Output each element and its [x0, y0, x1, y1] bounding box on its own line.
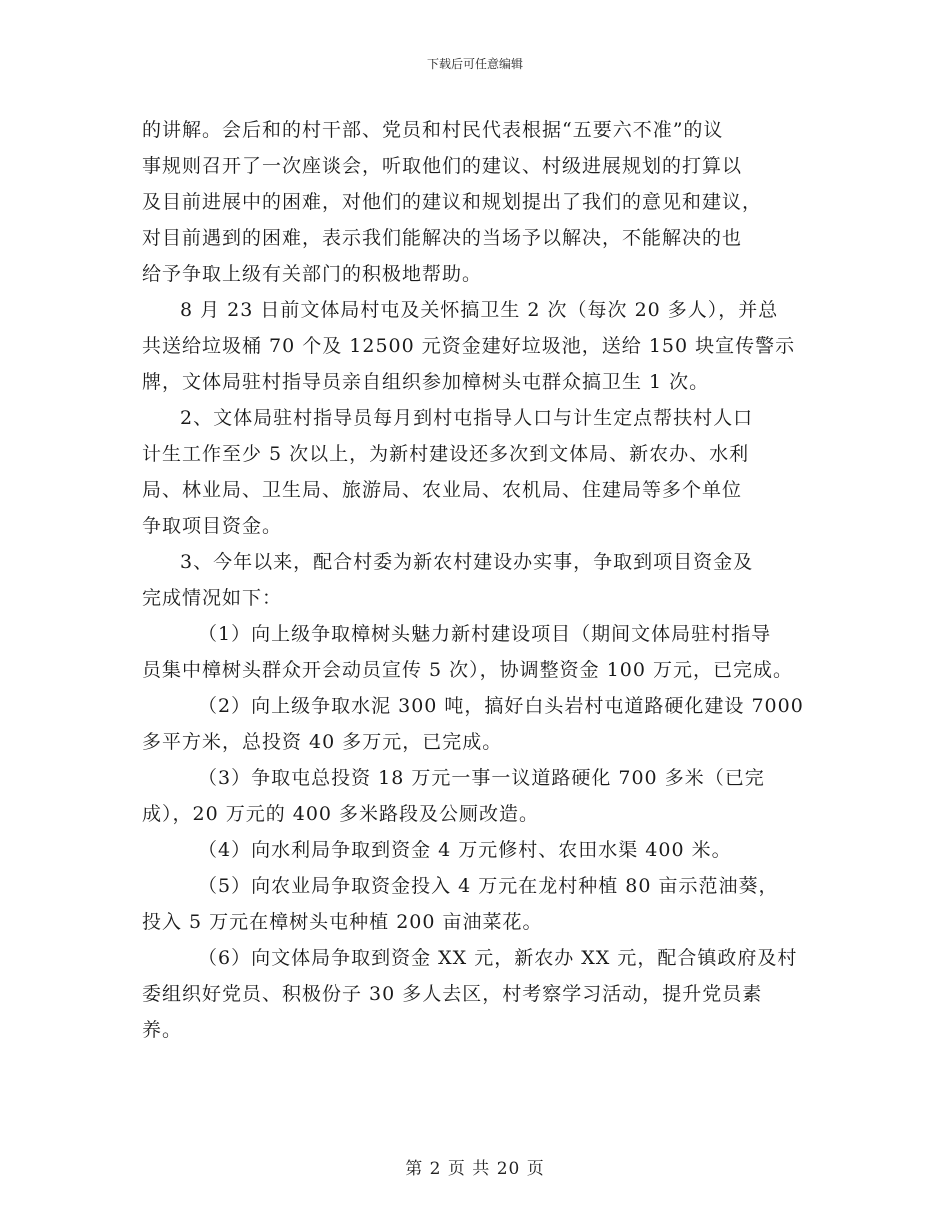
- page-header: 下载后可任意编辑: [426, 57, 523, 71]
- document-body: [142, 112, 822, 1048]
- text-line: 2、文体局驻村指导员每月到村屯指导人口与计生定点帮扶村人口: [180, 407, 754, 429]
- text-line: 3、今年以来，配合村委为新农村建设办实事，争取到项目资金及: [180, 551, 754, 573]
- text-line: 争取项目资金。: [142, 515, 283, 537]
- text-line: 多平方米，总投资 40 多万元，已完成。: [142, 731, 503, 753]
- text-line: 局、林业局、卫生局、旅游局、农业局、农机局、住建局等多个单位: [142, 479, 743, 501]
- text-line: （4）向水利局争取到资金 4 万元修村、农田水渠 400 米。: [198, 839, 732, 861]
- text-line: 牌，文体局驻村指导员亲自组织参加樟树头屯群众搞卫生 1 次。: [142, 371, 710, 393]
- text-line: 对目前遇到的困难，表示我们能解决的当场予以解决，不能解决的也: [142, 227, 743, 249]
- text-line: 8 月 23 日前文体局村屯及关怀搞卫生 2 次（每次 20 多人），并总: [180, 299, 779, 321]
- text-line: 给予争取上级有关部门的积极地帮助。: [142, 263, 483, 285]
- text-line: （1）向上级争取樟树头魅力新村建设项目（期间文体局驻村指导: [198, 623, 772, 645]
- text-line: 成），20 万元的 400 多米路段及公厕改造。: [142, 803, 540, 825]
- text-line: 员集中樟树头群众开会动员宣传 5 次），协调整资金 100 万元，已完成。: [142, 659, 794, 681]
- text-line: 养。: [142, 1019, 183, 1041]
- text-line: 计生工作至少 5 次以上，为新村建设还多次到文体局、新农办、水利: [142, 443, 750, 465]
- text-line: （3）争取屯总投资 18 万元一事一议道路硬化 700 多米（已完: [198, 767, 765, 789]
- text-line: （5）向农业局争取资金投入 4 万元在龙村种植 80 亩示范油葵，: [198, 875, 779, 897]
- text-line: 的讲解。会后和的村干部、党员和村民代表根据“五要六不准”的议: [142, 119, 724, 141]
- text-line: 完成情况如下：: [142, 587, 283, 609]
- text-line: 共送给垃圾桶 70 个及 12500 元资金建好垃圾池，送给 150 块宣传警示: [142, 335, 796, 357]
- text-line: （6）向文体局争取到资金 XX 元，新农办 XX 元，配合镇政府及村: [198, 947, 798, 969]
- text-line: 事规则召开了一次座谈会，听取他们的建议、村级进展规划的打算以: [142, 155, 743, 177]
- text-line: 委组织好党员、积极份子 30 多人去区，村考察学习活动，提升党员素: [142, 983, 763, 1005]
- text-line: 及目前进展中的困难，对他们的建议和规划提出了我们的意见和建议，: [142, 191, 763, 213]
- text-line: 投入 5 万元在樟树头屯种植 200 亩油菜花。: [142, 911, 543, 933]
- text-line: （2）向上级争取水泥 300 吨，搞好白头岩村屯道路硬化建设 7000: [198, 695, 804, 717]
- page-number: 第 2 页 共 20 页: [405, 1159, 545, 1179]
